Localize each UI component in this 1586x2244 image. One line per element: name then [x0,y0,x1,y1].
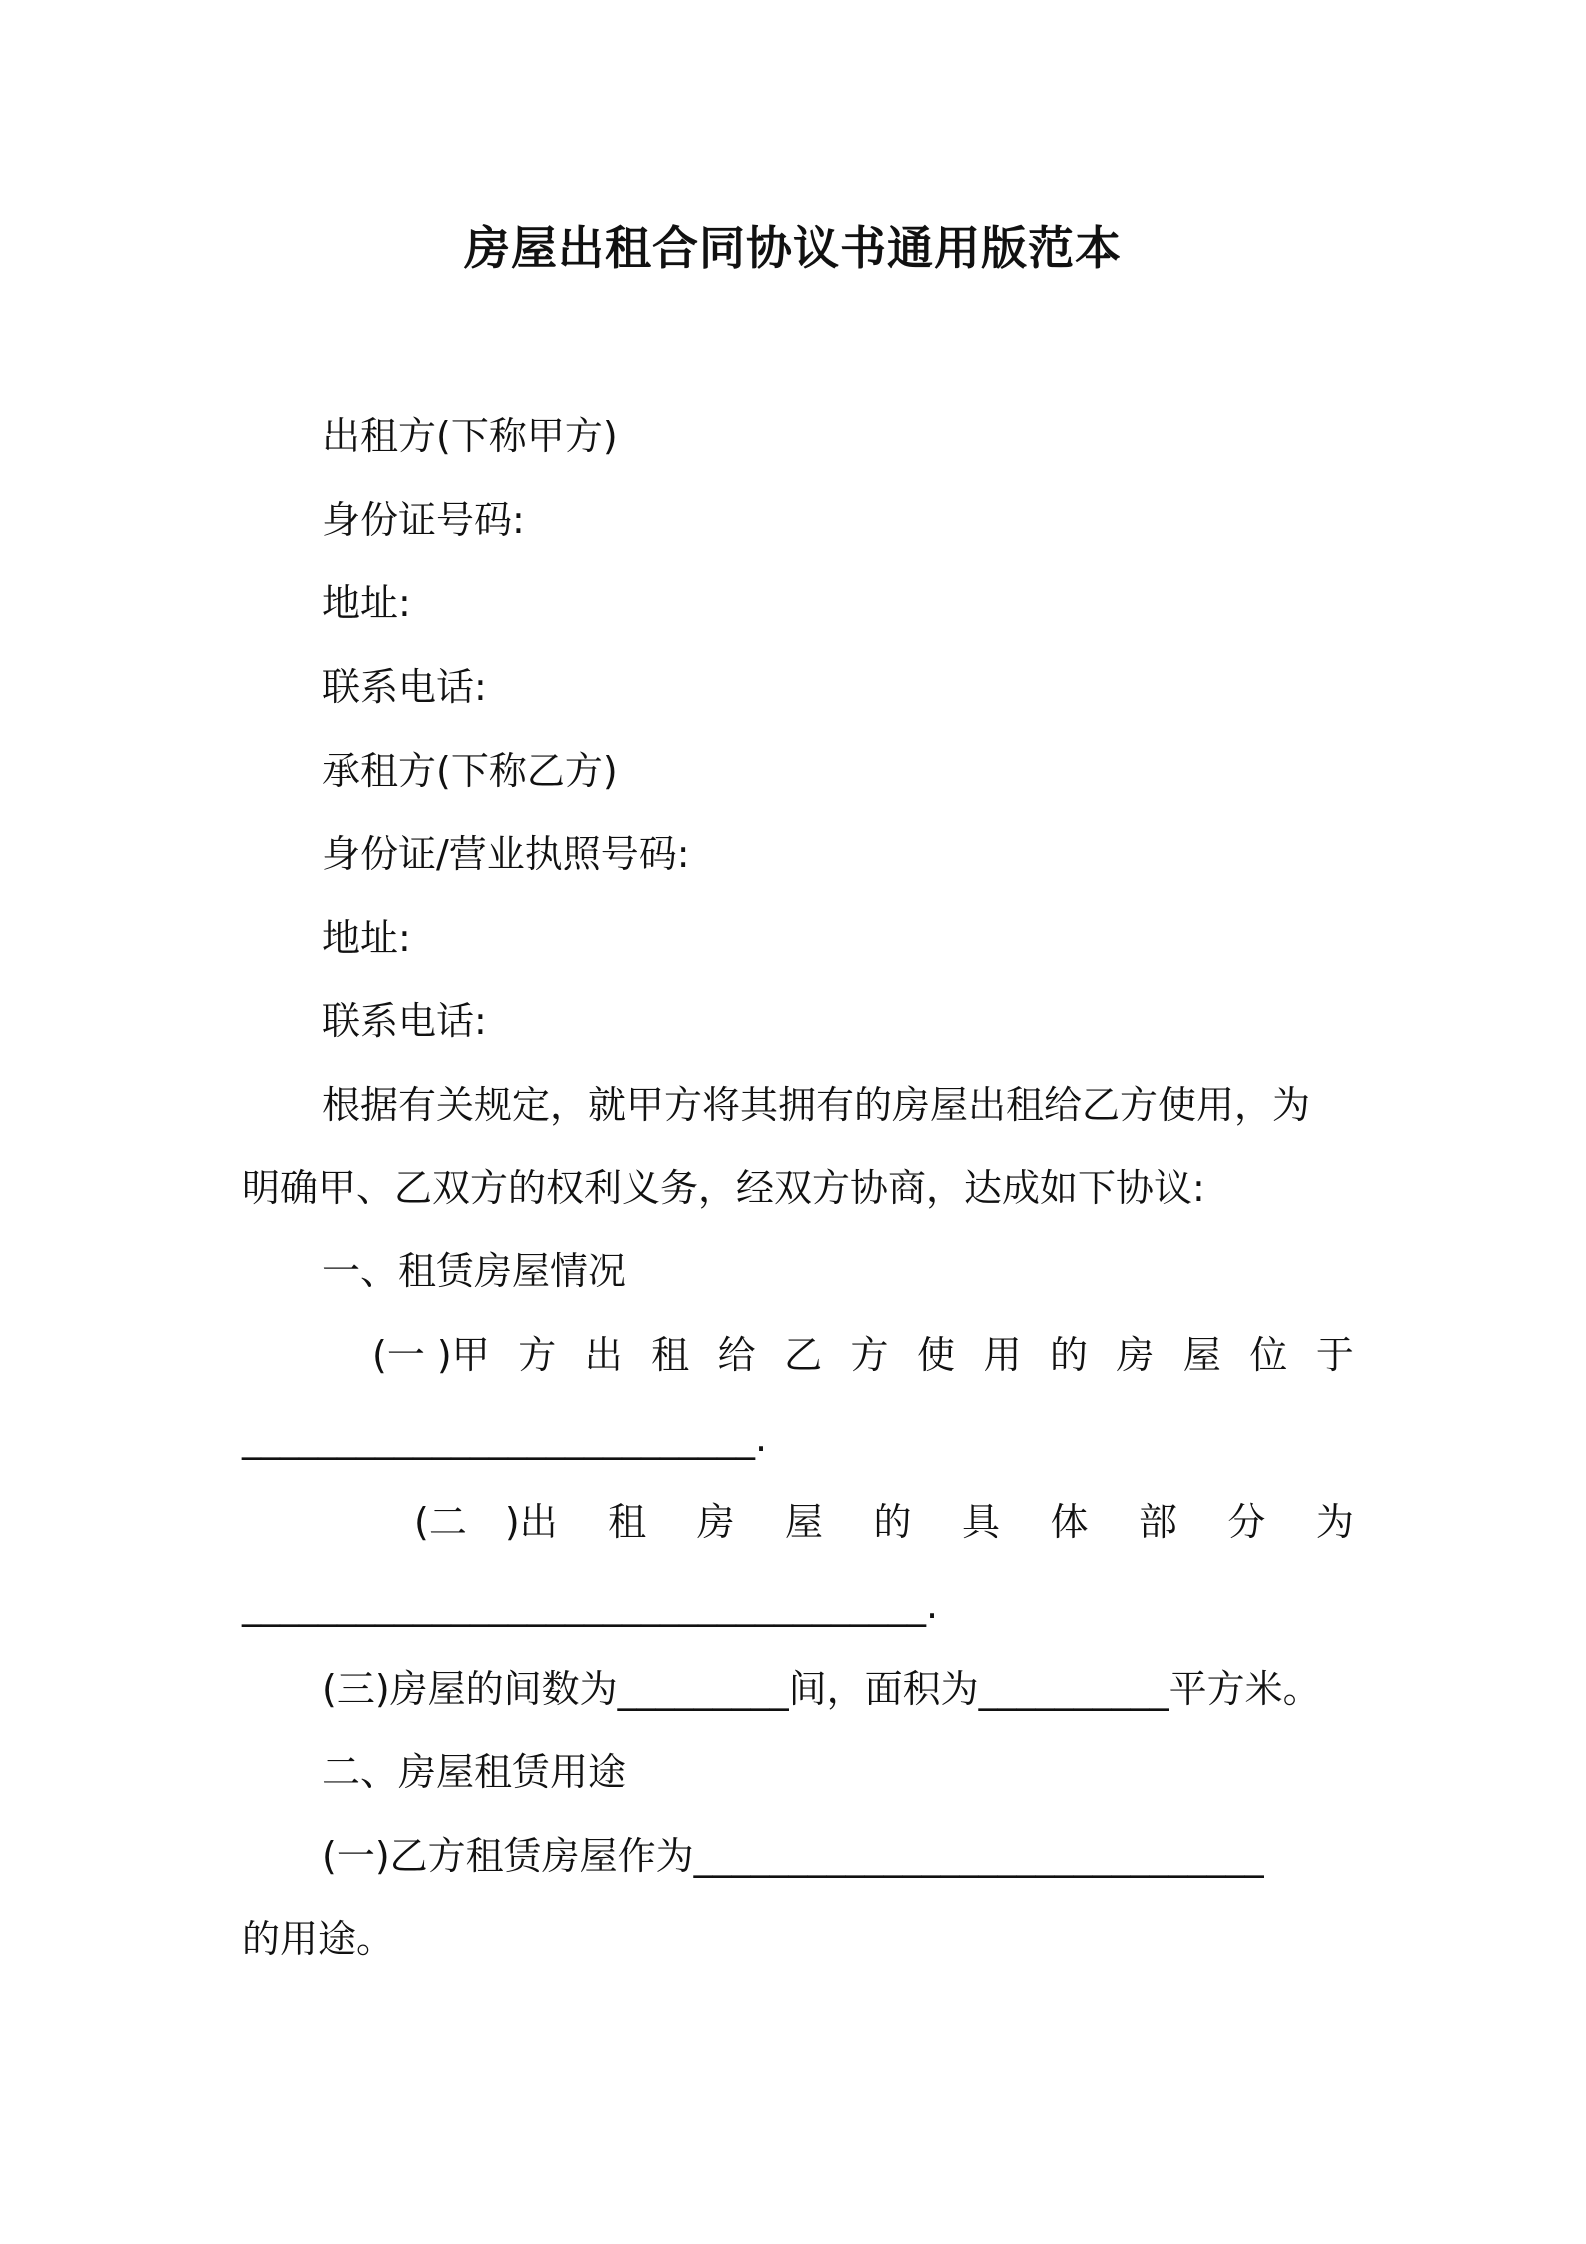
section-1-item-2-char: 房 [696,1500,735,1544]
section-1-item-1-char: 用 [983,1333,1022,1377]
party-b-address-label: 地址: [322,916,411,960]
section-1-item-2-char: 具 [961,1500,1000,1544]
section-1-item-2-blank: ____________________________________. [242,1583,939,1627]
section-1-item-1-char: 于 [1315,1333,1354,1377]
section-2-item-1: (一)乙方租赁房屋作为______________________________ [322,1834,1264,1878]
section-2-item-1-cont: 的用途。 [242,1917,395,1961]
section-1-item-1-char: 房 [1116,1333,1155,1377]
section-1-item-1-char: 租 [651,1333,690,1377]
section-1-item-2-char: 分 [1227,1500,1266,1544]
preamble-line-2: 明确甲、乙双方的权利义务，经双方协商，达成如下协议: [242,1166,1205,1210]
party-b-phone-label: 联系电话: [322,999,487,1043]
section-1-item-2-char: 为 [1315,1500,1354,1544]
section-1-heading: 一、租赁房屋情况 [322,1249,627,1293]
section-1-item-1-char: 使 [917,1333,956,1377]
section-1-item-1-char: 屋 [1182,1333,1221,1377]
section-1-item-1-char: 的 [1049,1333,1088,1377]
section-1-item-1-char: 方 [518,1333,557,1377]
section-1-item-1-char: 乙 [784,1333,823,1377]
section-1-item-1-char: 给 [717,1333,756,1377]
section-1-item-1 [372,1327,1354,1383]
preamble-line-1: 根据有关规定，就甲方将其拥有的房屋出租给乙方使用，为 [322,1083,1311,1127]
section-1-item-2-char: 租 [608,1500,647,1544]
section-1-item-2-char: 的 [873,1500,912,1544]
section-1-item-3: (三)房屋的间数为_________间，面积为__________平方米。 [322,1667,1321,1711]
section-1-item-2 [414,1494,1354,1550]
section-1-item-2-char: 屋 [785,1500,824,1544]
party-b-heading: 承租方(下称乙方) [322,749,618,793]
section-1-item-2-char: 部 [1138,1500,1177,1544]
section-1-item-1-char: 方 [850,1333,889,1377]
section-1-item-1-char: 位 [1249,1333,1288,1377]
section-1-item-2-char: (二 )出 [414,1500,558,1544]
section-1-item-2-char: 体 [1050,1500,1089,1544]
party-a-id-label: 身份证号码: [322,498,525,542]
party-a-phone-label: 联系电话: [322,665,487,709]
section-2-heading: 二、房屋租赁用途 [322,1750,627,1794]
section-1-item-1-char: (一 )甲 [372,1333,490,1377]
section-1-item-1-blank: ___________________________. [242,1416,768,1460]
section-1-item-1-char: 出 [584,1333,623,1377]
document-title: 房屋出租合同协议书通用版范本 [464,221,1122,275]
party-a-heading: 出租方(下称甲方) [322,414,618,458]
party-b-id-label: 身份证/营业执照号码: [322,832,690,876]
party-a-address-label: 地址: [322,581,411,625]
